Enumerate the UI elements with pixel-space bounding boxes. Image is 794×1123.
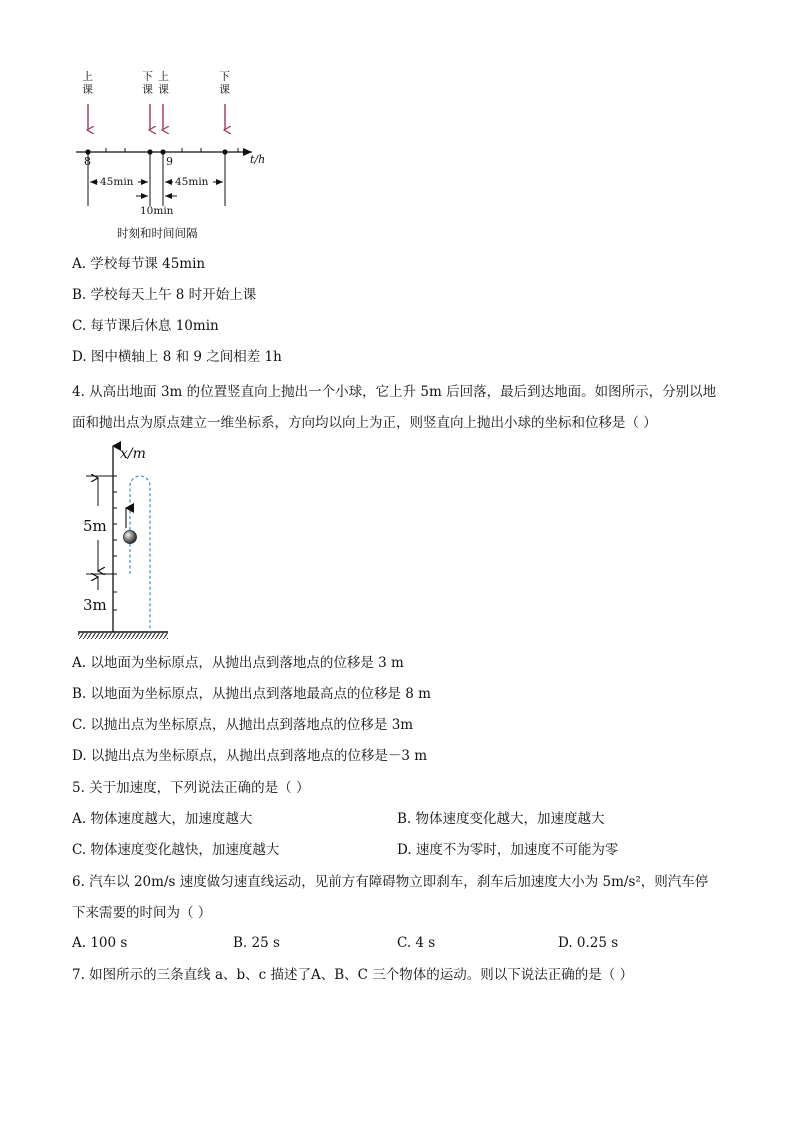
- q6-option-b: B. 25 s: [233, 935, 280, 951]
- q3-option-b: B. 学校每天上午 8 时开始上课: [72, 287, 257, 303]
- q6-stem-line2: 下来需要的时间为（ ）: [72, 905, 212, 921]
- q4-option-d: D. 以抛出点为坐标原点，从抛出点到落地点的位移是－3 m: [72, 748, 428, 764]
- tick-9: 9: [166, 155, 173, 168]
- q3-option-c: C. 每节课后休息 10min: [72, 318, 219, 334]
- label-shangke-1: 上 课: [82, 70, 93, 96]
- x-axis-label: x/m: [120, 446, 146, 462]
- q6-option-c: C. 4 s: [397, 935, 436, 951]
- throw-figure: [0, 440, 794, 650]
- q4-stem-line1: 4. 从高出地面 3m 的位置竖直向上抛出一个小球，它上升 5m 后回落，最后到达地面。如图所示，分别以地: [72, 384, 717, 400]
- q6-stem-line1: 6. 汽车以 20m/s 速度做匀速直线运动，见前方有障碍物立即刹车，刹车后加速度大小为 5m/s²，则汽车停: [72, 874, 709, 890]
- ground-hatch: [78, 633, 168, 639]
- q6-option-d: D. 0.25 s: [558, 935, 619, 951]
- q4-option-a: A. 以地面为坐标原点，从抛出点到落地点的位移是 3 m: [72, 655, 404, 671]
- q7-stem: 7. 如图所示的三条直线 a、b、c 描述了A、B、C 三个物体的运动。则以下说法正确的是（ ）: [72, 967, 634, 983]
- label-xiake-2: 下 课: [219, 70, 230, 96]
- dim-mid-10min: 10min: [140, 205, 174, 217]
- height-3m-label: 3m: [83, 596, 107, 614]
- q5-option-c: C. 物体速度变化越快，加速度越大: [72, 842, 280, 858]
- ball-trajectory: [130, 476, 150, 632]
- dim-left-45min: 45min: [100, 176, 134, 188]
- label-shangke-2: 上 课: [158, 70, 169, 96]
- q3-option-d: D. 图中横轴上 8 和 9 之间相差 1h: [72, 349, 282, 365]
- ball: [124, 531, 137, 544]
- q4-option-b: B. 以地面为坐标原点，从抛出点到落地最高点的位移是 8 m: [72, 686, 431, 702]
- dim-right-45min: 45min: [175, 176, 209, 188]
- q5-option-b: B. 物体速度变化越大，加速度越大: [397, 811, 605, 827]
- figure1-caption: 时刻和时间间隔: [117, 226, 198, 240]
- q6-option-a: A. 100 s: [72, 935, 128, 951]
- timeline-figure: [0, 0, 794, 250]
- height-5m-label: 5m: [83, 517, 107, 535]
- tick-8: 8: [84, 155, 91, 168]
- q5-stem: 5. 关于加速度，下列说法正确的是（ ）: [72, 780, 310, 796]
- label-xiake-1: 下 课: [142, 70, 153, 96]
- q3-option-a: A. 学校每节课 45min: [72, 256, 206, 272]
- q4-stem-line2: 面和抛出点为原点建立一维坐标系，方向均以向上为正，则竖直向上抛出小球的坐标和位移是（ ）: [72, 415, 657, 431]
- axis-label-t: t/h: [250, 153, 266, 166]
- q5-option-d: D. 速度不为零时，加速度不可能为零: [397, 842, 619, 858]
- q5-option-a: A. 物体速度越大，加速度越大: [72, 811, 253, 827]
- q4-option-c: C. 以抛出点为坐标原点，从抛出点到落地点的位移是 3m: [72, 717, 414, 733]
